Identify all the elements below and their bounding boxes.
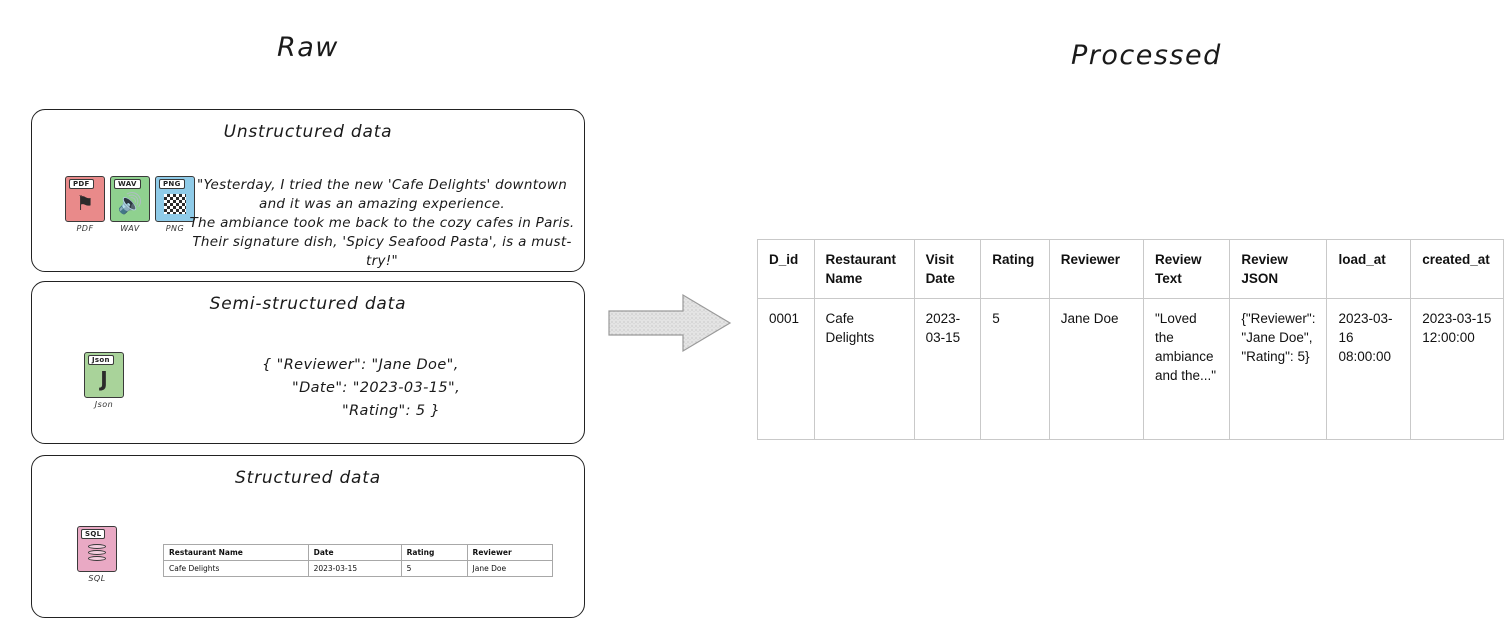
col-header-review-json: Review JSON [1230,240,1327,299]
pdf-tab-label: PDF [69,179,94,189]
col-header-review-text: Review Text [1144,240,1230,299]
semi-structured-panel-body [32,330,584,437]
semi-structured-panel-title: Semi-structured data [209,294,407,314]
cell-restaurant-name: Cafe Delights [814,299,914,440]
json-glyph: J [100,367,108,391]
cell-reviewer: Jane Doe [1049,299,1143,440]
cell-d-id: 0001 [758,299,815,440]
structured-mini-table [163,544,553,577]
mini-table-row [164,561,553,577]
png-caption: PNG [165,224,185,233]
unstructured-data-panel [31,109,585,272]
table-row [758,299,1504,440]
mini-cell-reviewer: Jane Doe [467,561,552,577]
mini-cell-restaurant-name: Cafe Delights [164,561,309,577]
structured-panel-body [32,504,584,611]
pdf-file-icon [65,176,105,233]
json-file-icon [84,352,124,409]
pdf-caption: PDF [76,224,94,233]
col-header-rating: Rating [981,240,1049,299]
json-line-1: { "Reviewer": "Jane Doe", [262,357,459,373]
sql-caption: SQL [88,574,106,583]
png-tab-label: PNG [159,179,185,189]
review-line-4: Their signature dish, 'Spicy Seafood Pasta', is a must-try!" [192,234,572,269]
col-header-created-at: created_at [1411,240,1504,299]
sql-tab-label: SQL [81,529,105,539]
wav-caption: WAV [120,224,140,233]
col-header-visit-date: Visit Date [914,240,981,299]
mini-col-date: Date [308,545,401,561]
mini-col-reviewer: Reviewer [467,545,552,561]
cell-rating: 5 [981,299,1049,440]
raw-section-title: Raw [277,32,339,63]
review-line-1: "Yesterday, I tried the new 'Cafe Delights' downtown [196,177,568,193]
json-line-3: "Rating": 5 } [342,403,441,419]
wav-tab-label: WAV [114,179,141,189]
unstructured-review-text [182,176,582,271]
cell-load-at: 2023-03-16 08:00:00 [1327,299,1411,440]
cell-created-at: 2023-03-15 12:00:00 [1411,299,1504,440]
mini-table-header-row [164,545,553,561]
review-line-2: and it was an amazing experience. [259,196,505,212]
structured-panel-title: Structured data [235,468,381,488]
mini-cell-date: 2023-03-15 [308,561,401,577]
cell-review-json: {"Reviewer": "Jane Doe", "Rating": 5} [1230,299,1327,440]
review-line-3: The ambiance took me back to the cozy cafes in Paris. [189,215,575,231]
col-header-restaurant-name: Restaurant Name [814,240,914,299]
speaker-icon: 🔊 [117,191,143,215]
mini-col-rating: Rating [401,545,467,561]
processed-section-title: Processed [1071,40,1222,71]
semi-structured-data-panel [31,281,585,444]
structured-data-panel [31,455,585,618]
col-header-load-at: load_at [1327,240,1411,299]
col-header-reviewer: Reviewer [1049,240,1143,299]
sql-file-icon [77,526,117,583]
processed-table-header-row [758,240,1504,299]
json-tab-label: Json [88,355,114,365]
mini-cell-rating: 5 [401,561,467,577]
processed-data-table [757,239,1504,440]
database-icon [88,544,106,564]
unstructured-panel-title: Unstructured data [223,122,393,142]
col-header-d-id: D_id [758,240,815,299]
json-caption: Json [94,400,114,409]
wav-file-icon [110,176,150,233]
pdf-glyph: ⚑ [76,191,94,215]
mini-col-restaurant-name: Restaurant Name [164,545,309,561]
unstructured-panel-body [32,158,584,269]
json-line-2: "Date": "2023-03-15", [292,380,461,396]
cell-visit-date: 2023-03-15 [914,299,981,440]
right-arrow-icon [607,293,732,353]
cell-review-text: "Loved the ambiance and the..." [1144,299,1230,440]
semi-structured-json-text [232,354,562,423]
